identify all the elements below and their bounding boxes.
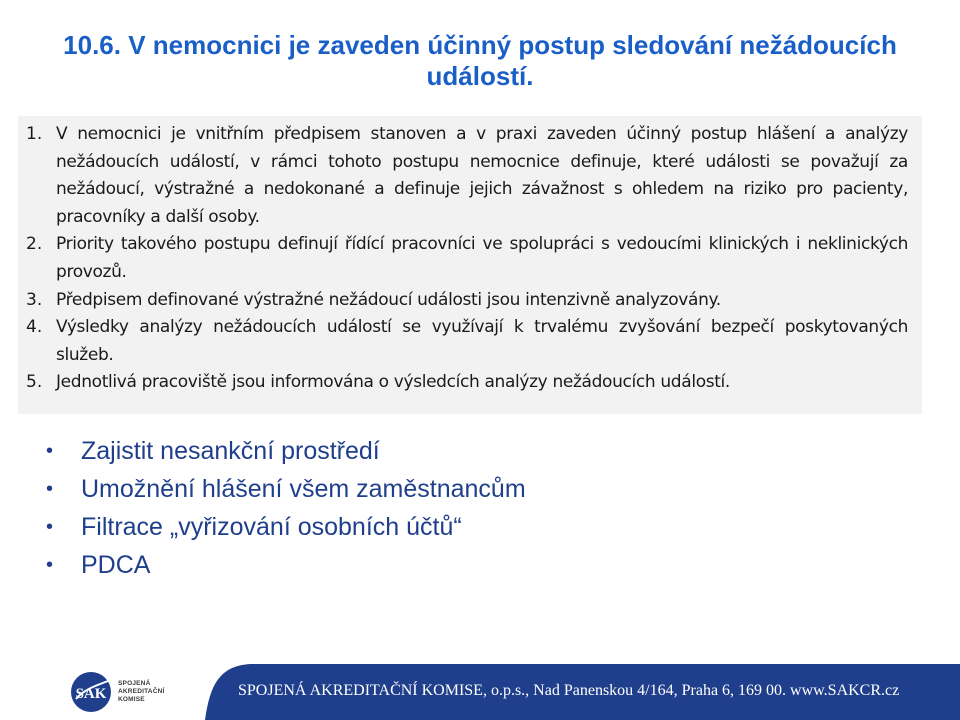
bullet-list <box>40 432 526 584</box>
logo-wordmark <box>118 680 165 704</box>
bullet-dot-icon: • <box>46 477 54 500</box>
logo-line-1: SPOJENÁ <box>118 680 151 687</box>
regulation-item-text: Jednotlivá pracoviště jsou informována o výsledcích analýzy nežádoucích událostí. <box>56 372 730 393</box>
bullet-item-reporting <box>40 470 526 508</box>
bullet-dot-icon: • <box>46 553 54 576</box>
sak-logo-icon <box>70 671 112 713</box>
bullet-text: Zajistit nesankční prostředí <box>81 436 380 465</box>
regulation-item-2 <box>26 231 908 286</box>
regulation-item-4 <box>26 314 908 369</box>
regulation-item-5 <box>26 369 908 397</box>
regulation-item-text: Výsledky analýzy nežádoucích událostí se využívají k trvalému zvyšování bezpečí poskytovaných služeb. <box>56 317 908 365</box>
bullet-item-filtering <box>40 508 526 546</box>
bullet-text: PDCA <box>81 550 151 579</box>
regulation-item-number: 5. <box>26 372 43 393</box>
regulation-item-1 <box>26 121 908 231</box>
sak-logo <box>70 670 180 714</box>
regulation-text-box <box>18 116 922 414</box>
regulation-item-text: V nemocnici je vnitřním předpisem stanoven a v praxi zaveden účinný postup hlášení a analýzy nežádoucích událostí, v rámci tohoto postupu nemocnice definuje, které události se považují za nežádoucí, výstražné a nedokonané a definuje jejich závažnost s ohledem na riziko pro pacienty, pracovníky a další osoby. <box>56 124 908 227</box>
bullet-item-pdca <box>40 546 526 584</box>
footer <box>0 664 960 720</box>
bullet-dot-icon: • <box>46 439 54 462</box>
bullet-text: Filtrace „vyřizování osobních účtů“ <box>81 512 462 541</box>
regulation-item-number: 1. <box>26 124 43 144</box>
logo-line-3: KOMISE <box>118 696 145 703</box>
regulation-item-text: Předpisem definované výstražné nežádoucí události jsou intenzivně analyzovány. <box>56 289 721 310</box>
regulation-list <box>26 121 908 397</box>
logo-line-2: AKREDITAČNÍ <box>118 688 165 695</box>
bullet-item-nonpunitive <box>40 432 526 470</box>
regulation-item-number: 2. <box>26 234 43 255</box>
regulation-item-3 <box>26 287 908 315</box>
logo-initials: SAK <box>75 686 107 702</box>
regulation-item-number: 3. <box>26 289 43 310</box>
slide-title: 10.6. V nemocnici je zaveden účinný postup sledování nežádoucích událostí. <box>63 30 897 91</box>
regulation-item-text: Priority takového postupu definují řídící pracovníci ve spolupráci s vedoucími klinických i neklinických provozů. <box>56 234 908 282</box>
regulation-item-number: 4. <box>26 317 43 338</box>
footer-address: SPOJENÁ AKREDITAČNÍ KOMISE, o.p.s., Nad Panenskou 4/164, Praha 6, 169 00. www.SAKCR.cz <box>238 682 900 699</box>
bullet-dot-icon: • <box>46 515 54 538</box>
bullet-text: Umožnění hlášení všem zaměstnancům <box>81 474 526 503</box>
